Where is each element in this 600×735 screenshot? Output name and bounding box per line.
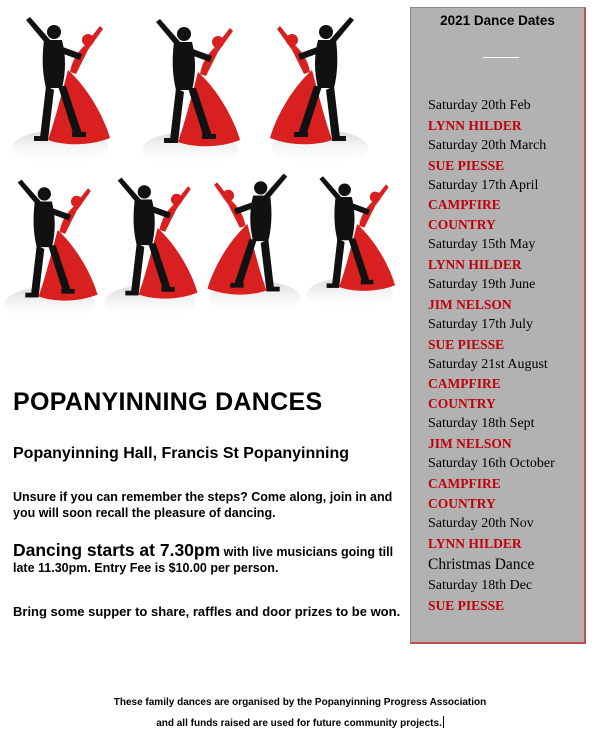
band-name: SUE PIESSE xyxy=(428,598,505,614)
dance-date: Saturday 20th March xyxy=(428,137,547,153)
dance-date: Saturday 18th Dec xyxy=(428,578,533,594)
dance-date: Saturday 21st August xyxy=(428,356,548,372)
dance-dates-list xyxy=(428,96,555,616)
dance-date: Saturday 20th Nov xyxy=(428,515,534,531)
poster-title: POPANYINNING DANCES xyxy=(13,388,323,416)
dancing-couple-4 xyxy=(4,180,97,322)
footer-line-2 xyxy=(0,716,600,729)
band-name: CAMPFIRE xyxy=(428,475,501,491)
dance-date: Saturday 16th October xyxy=(428,456,555,472)
dancing-couple-2 xyxy=(142,19,240,168)
dance-time-paragraph xyxy=(13,542,409,576)
band-name: JIM NELSON xyxy=(428,436,512,452)
dance-date: Saturday 19th June xyxy=(428,277,536,293)
text-cursor xyxy=(443,716,444,728)
venue-address: Popanyinning Hall, Francis St Popanyinning xyxy=(13,445,350,462)
band-name: SUE PIESSE xyxy=(428,157,505,173)
dancing-couple-1 xyxy=(12,17,110,166)
footer-line-1: These family dances are organised by the Popanyinning Progress Association xyxy=(113,697,487,708)
dancing-couple-5 xyxy=(104,178,197,320)
dance-date: Saturday 15th May xyxy=(428,237,536,253)
title-divider xyxy=(483,57,519,58)
dancing-couple-3 xyxy=(270,17,368,166)
steps-paragraph: Unsure if you can remember the steps? Come along, join in and you will soon recall the pleasure of dancing. xyxy=(13,490,393,520)
special-event: Christmas Dance xyxy=(428,556,535,574)
dancing-details-text: with live musicians going till late 11.30pm. Entry Fee is $10.00 per person. xyxy=(13,545,394,575)
dance-dates-title: 2021 Dance Dates xyxy=(440,13,555,28)
band-name: LYNN HILDER xyxy=(428,535,522,551)
dance-date: Saturday 18th Sept xyxy=(428,416,535,432)
ballroom-dancers-illustration xyxy=(0,0,400,335)
dance-date: Saturday 17th July xyxy=(428,316,533,332)
band-name: CAMPFIRE xyxy=(428,376,501,392)
band-name: LYNN HILDER xyxy=(428,117,522,133)
dance-dates-panel xyxy=(410,7,586,644)
dance-date: Saturday 20th Feb xyxy=(428,98,531,113)
dancing-couple-6 xyxy=(208,174,301,316)
footer-line-2-text: and all funds raised are used for future community projects. xyxy=(156,718,442,729)
supper-paragraph: Bring some supper to share, raffles and door prizes to be won. xyxy=(13,604,401,619)
dancing-starts-text: Dancing starts at 7.30pm xyxy=(13,542,221,560)
band-name: COUNTRY xyxy=(428,217,496,233)
dance-date: Saturday 17th April xyxy=(428,177,539,193)
band-name: COUNTRY xyxy=(428,495,496,511)
band-name: COUNTRY xyxy=(428,396,496,412)
band-name: JIM NELSON xyxy=(428,296,512,312)
band-name: CAMPFIRE xyxy=(428,197,501,213)
dancing-couple-7 xyxy=(307,176,395,310)
band-name: SUE PIESSE xyxy=(428,336,505,352)
band-name: LYNN HILDER xyxy=(428,257,522,273)
